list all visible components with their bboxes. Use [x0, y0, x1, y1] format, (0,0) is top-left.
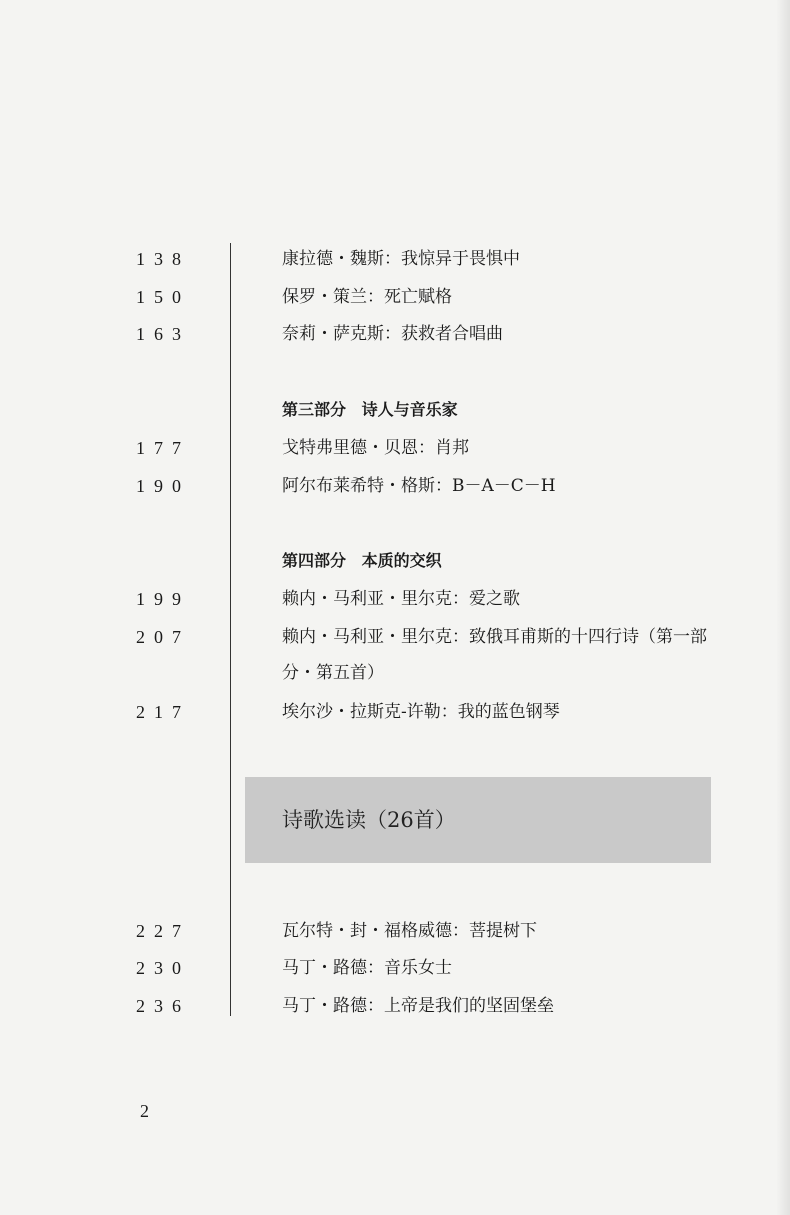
toc-page-number: 207	[136, 627, 190, 647]
banner-title: 诗歌选读（26首）	[282, 808, 456, 832]
toc-page-number: 217	[136, 702, 190, 722]
toc-entry: 赖内・马利亚・里尔克：致俄耳甫斯的十四行诗（第一部分・第五首）	[282, 627, 707, 683]
section-heading-part3: 第三部分 诗人与音乐家	[282, 400, 458, 419]
toc-entry: 康拉德・魏斯：我惊异于畏惧中	[282, 249, 520, 269]
toc-page-number: 190	[136, 476, 190, 496]
section-heading-part4: 第四部分 本质的交织	[282, 551, 442, 570]
toc-page-number: 199	[136, 589, 190, 609]
toc-entry: 奈莉・萨克斯：获救者合唱曲	[282, 324, 503, 344]
toc-page-number: 163	[136, 324, 190, 344]
toc-page-number: 227	[136, 921, 190, 941]
toc-page-number: 138	[136, 249, 190, 269]
page-folio-number: 2	[140, 1101, 149, 1121]
toc-page-number: 230	[136, 958, 190, 978]
toc-entry: 保罗・策兰：死亡赋格	[282, 287, 452, 307]
toc-entry: 赖内・马利亚・里尔克：爱之歌	[282, 589, 520, 609]
toc-entry: 马丁・路德：上帝是我们的坚固堡垒	[282, 996, 554, 1016]
column-divider	[230, 243, 231, 1016]
toc-entry: 马丁・路德：音乐女士	[282, 958, 452, 978]
page-edge-shadow	[776, 0, 790, 1215]
toc-page-number: 177	[136, 438, 190, 458]
toc-entry: 戈特弗里德・贝恩：肖邦	[282, 438, 469, 458]
toc-page-number: 150	[136, 287, 190, 307]
toc-page-number: 236	[136, 996, 190, 1016]
toc-entry: 埃尔沙・拉斯克-许勒：我的蓝色钢琴	[282, 702, 560, 722]
toc-entry: 瓦尔特・封・福格威德：菩提树下	[282, 921, 537, 941]
poetry-selection-banner	[245, 777, 711, 863]
toc-entry: 阿尔布莱希特・格斯：B－A－C－H	[282, 476, 556, 496]
